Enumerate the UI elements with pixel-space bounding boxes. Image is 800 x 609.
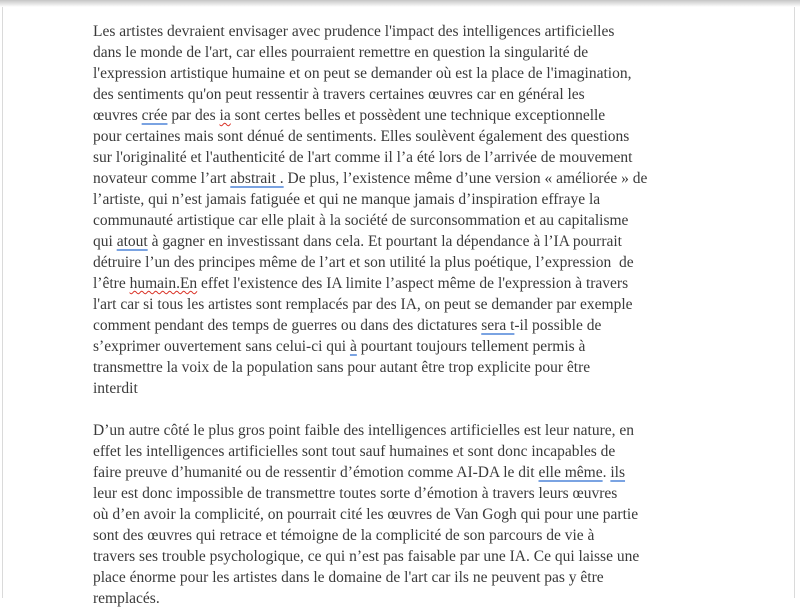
text-run: sont certes belles et possèdent une technique exceptionnelle <box>230 107 606 124</box>
text-run: œuvres <box>93 107 142 124</box>
text-line[interactable] <box>93 357 794 378</box>
text-run: sur l'originalité et l'authenticité de l'art comme il l’a été lors de l’arrivée de mouvement <box>93 149 633 166</box>
text-run: sont des œuvres qui retrace et témoigne de la complicité de son parcours de vie à <box>93 527 595 544</box>
text-run: transmettre la voix de la population sans pour autant être trop explicite pour être <box>93 359 591 376</box>
grammar-suggestion[interactable]: atout <box>116 233 148 250</box>
grammar-suggestion[interactable]: crée <box>141 107 168 124</box>
text-line[interactable] <box>93 63 794 84</box>
text-line[interactable] <box>93 84 794 105</box>
text-run: effet les intelligences artificielles sont tout sauf humaines et sont donc incapables de <box>93 443 616 460</box>
text-line[interactable] <box>93 21 794 42</box>
text-run: -il possible de <box>514 317 602 334</box>
text-run: Les artistes devraient envisager avec prudence l'impact des intelligences artificielles <box>93 23 615 40</box>
text-line[interactable] <box>93 567 794 588</box>
spelling-error[interactable]: humain.En <box>129 275 198 292</box>
text-run: . <box>602 464 611 481</box>
text-line[interactable] <box>93 483 794 504</box>
text-run: par des <box>167 107 220 124</box>
text-line[interactable] <box>93 105 794 126</box>
text-line[interactable] <box>93 147 794 168</box>
text-line[interactable] <box>93 546 794 567</box>
text-line[interactable] <box>93 231 794 252</box>
text-line[interactable] <box>93 588 794 609</box>
text-line[interactable] <box>93 189 794 210</box>
text-line[interactable] <box>93 294 794 315</box>
text-run: qui <box>93 233 117 250</box>
text-line[interactable] <box>93 42 794 63</box>
text-run: où d’en avoir la complicité, on pourrait cité les œuvres de Van Gogh qui pour une partie <box>93 506 639 523</box>
text-line[interactable] <box>93 336 794 357</box>
text-run: faire preuve d’humanité ou de ressentir d’émotion comme AI-DA le dit <box>93 464 539 481</box>
grammar-suggestion[interactable]: ils <box>610 464 626 481</box>
grammar-suggestion[interactable]: elle même <box>538 464 603 481</box>
text-line[interactable] <box>93 315 794 336</box>
text-run: interdit <box>93 380 138 397</box>
text-line[interactable] <box>93 441 794 462</box>
text-run: D’un autre côté le plus gros point faible des intelligences artificielles est leur nature, en <box>93 422 635 439</box>
text-line[interactable] <box>93 168 794 189</box>
text-run: pour certaines mais sont dénué de sentiments. Elles soulèvent également des questions <box>93 128 630 145</box>
text-line[interactable] <box>93 378 794 399</box>
text-run: dans le monde de l'art, car elles pourraient remettre en question la singularité de <box>93 44 589 61</box>
text-line[interactable] <box>93 420 794 441</box>
text-line[interactable] <box>93 252 794 273</box>
document-text[interactable] <box>3 0 794 609</box>
text-run: l’artiste, qui n’est jamais fatiguée et qui ne manque jamais d’inspiration effraye la <box>93 191 601 208</box>
text-run: leur est donc impossible de transmettre toutes sorte d’émotion à travers leurs œuvres <box>93 485 618 502</box>
grammar-suggestion[interactable]: à <box>349 338 357 355</box>
text-run: remplacés. <box>93 590 160 607</box>
text-run: place énorme pour les artistes dans le domaine de l'art car ils ne peuvent pas y être <box>93 569 604 586</box>
text-line[interactable] <box>93 525 794 546</box>
text-run: effet l'existence des IA limite l’aspect même de l'expression à travers <box>197 275 629 292</box>
text-run: à gagner en investissant dans cela. Et pourtant la dépendance à l’IA pourrait <box>147 233 622 250</box>
text-run: l'expression artistique humaine et on peut se demander où est la place de l'imagination, <box>93 65 632 82</box>
toolbar-shadow <box>0 0 800 7</box>
text-run: détruire l’un des principes même de l’art et son utilité la plus poétique, l’expression de <box>93 254 634 271</box>
text-run: De plus, l’existence même d’une version « améliorée » de <box>283 170 648 187</box>
paragraph-1 <box>93 21 794 399</box>
text-run: comment pendant des temps de guerres ou dans des dictatures <box>93 317 482 334</box>
text-run: novateur comme l’art <box>93 170 231 187</box>
grammar-suggestion[interactable]: sera t <box>481 317 515 334</box>
paragraph-2 <box>93 420 794 609</box>
text-line[interactable] <box>93 273 794 294</box>
text-line[interactable] <box>93 462 794 483</box>
document-page[interactable] <box>2 0 795 607</box>
grammar-suggestion[interactable]: abstrait . <box>230 170 284 187</box>
text-run: s’exprimer ouvertement sans celui-ci qui <box>93 338 350 355</box>
spelling-error[interactable]: ia <box>219 107 231 124</box>
text-run: des sentiments qu'on peut ressentir à travers certaines œuvres car en général les <box>93 86 585 103</box>
text-line[interactable] <box>93 504 794 525</box>
text-run: communauté artistique car elle plait à la société de surconsommation et au capitalisme <box>93 212 629 229</box>
text-run: pourtant toujours tellement permis à <box>356 338 586 355</box>
text-line[interactable] <box>93 210 794 231</box>
text-run: travers ses trouble psychologique, ce qui n’est pas faisable par une IA. Ce qui laisse une <box>93 548 640 565</box>
text-line[interactable] <box>93 126 794 147</box>
text-run: l'art car si tous les artistes sont remplacés par des IA, on peut se demander par exemple <box>93 296 633 313</box>
text-run: l’être <box>93 275 130 292</box>
